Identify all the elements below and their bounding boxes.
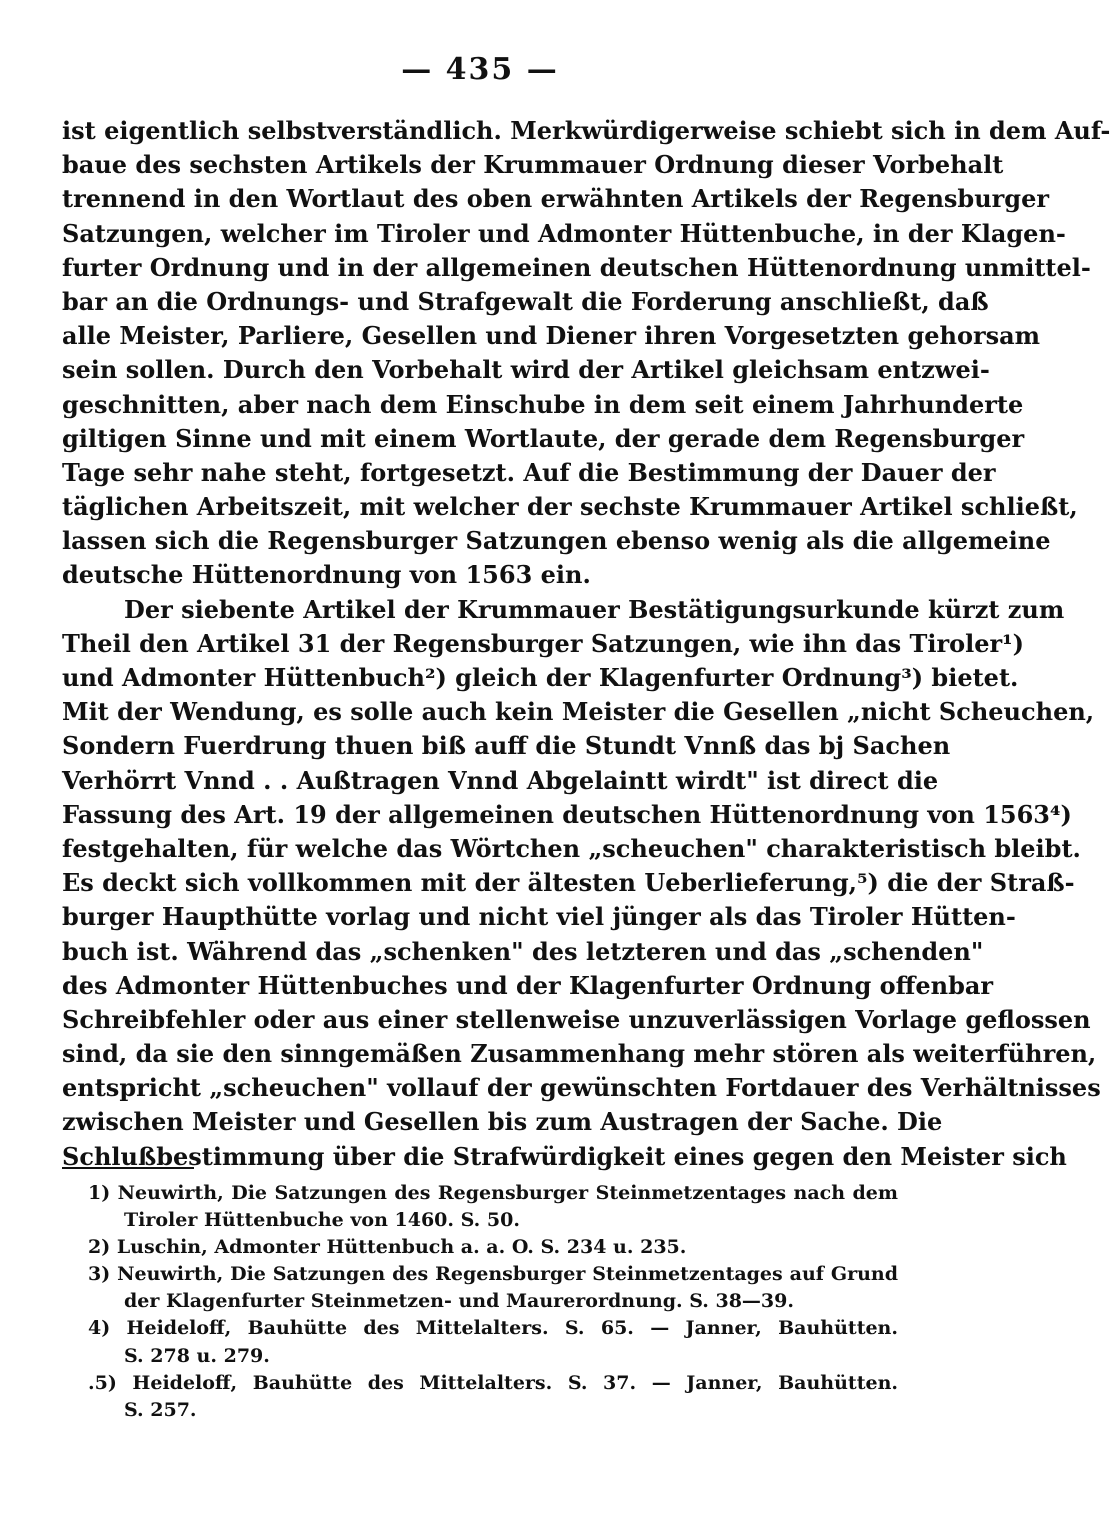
text-line: sind, da sie den sinngemäßen Zusammenhang mehr stören als weiterführen, (62, 1039, 1097, 1069)
footnote-1-continuation: Tiroler Hüttenbuche von 1460. S. 50. (124, 1209, 520, 1232)
text-line: giltigen Sinne und mit einem Wortlaute, der gerade dem Regensburger (62, 423, 1025, 453)
footnote-5-continuation: S. 257. (124, 1398, 197, 1421)
text-line: zwischen Meister und Gesellen bis zum Austragen der Sache. Die (62, 1107, 943, 1137)
text-line: täglichen Arbeitszeit, mit welcher der sechste Krummauer Artikel schließt, (62, 492, 1078, 522)
text-line: des Admonter Hüttenbuches und der Klagenfurter Ordnung offenbar (62, 970, 994, 1000)
body-text (62, 114, 1110, 1174)
text-line: Tage sehr nahe steht, fortgesetzt. Auf die Bestimmung der Dauer der (62, 457, 996, 487)
text-line: sein sollen. Durch den Vorbehalt wird der Artikel gleichsam entzwei- (62, 355, 990, 385)
footnote-4: 4) Heideloff, Bauhütte des Mittelalters. S. 65. — Janner, Bauhütten. (88, 1317, 898, 1340)
paragraph-start-line: Der siebente Artikel der Krummauer Bestätigungsurkunde kürzt zum (124, 594, 1065, 624)
text-line: ist eigentlich selbstverständlich. Merkwürdigerweise schiebt sich in dem Auf- (62, 116, 1110, 145)
footnote-3-continuation: der Klagenfurter Steinmetzen- und Maurerordnung. S. 38—39. (124, 1290, 794, 1313)
text-line: bar an die Ordnungs- und Strafgewalt die Forderung anschließt, daß (62, 286, 989, 316)
text-line: Mit der Wendung, es solle auch kein Meister die Gesellen „nicht Scheuchen, (62, 697, 1095, 727)
footnote-1: 1) Neuwirth, Die Satzungen des Regensburger Steinmetzentages nach dem (88, 1182, 898, 1204)
paragraph-end-line: deutsche Hüttenordnung von 1563 ein. (62, 560, 591, 590)
footnote-divider (62, 1167, 194, 1169)
text-line: festgehalten, für welche das Wörtchen „scheuchen" charakteristisch bleibt. (62, 833, 1081, 863)
text-line: und Admonter Hüttenbuch²) gleich der Klagenfurter Ordnung³) bietet. (62, 663, 1019, 692)
text-line: Schreibfehler oder aus einer stellenweise unzuverlässigen Vorlage geflossen (62, 1004, 1091, 1034)
footnotes (88, 1180, 898, 1424)
text-line: Verhörrt Vnnd . . Außtragen Vnnd Abgelaintt wirdt" ist direct die (62, 765, 939, 795)
text-line: Theil den Artikel 31 der Regensburger Satzungen, wie ihn das Tiroler¹) (62, 628, 1025, 658)
text-line: lassen sich die Regensburger Satzungen ebenso wenig als die allgemeine (62, 526, 1051, 556)
text-line: Sondern Fuerdrung thuen biß auff die Stundt Vnnß das bj Sachen (62, 731, 951, 761)
text-line: baue des sechsten Artikels der Krummauer Ordnung dieser Vorbehalt (62, 150, 1004, 180)
footnote-5: .5) Heideloff, Bauhütte des Mittelalters. S. 37. — Janner, Bauhütten. (88, 1371, 898, 1394)
text-line: alle Meister, Parliere, Gesellen und Diener ihren Vorgesetzten gehorsam (62, 321, 1041, 351)
text-line: burger Haupthütte vorlag und nicht viel jünger als das Tiroler Hütten- (62, 902, 1016, 932)
text-line: geschnitten, aber nach dem Einschube in dem seit einem Jahrhunderte (62, 389, 1024, 419)
text-line: Satzungen, welcher im Tiroler und Admonter Hüttenbuche, in der Klagen- (62, 218, 1066, 248)
text-line: Es deckt sich vollkommen mit der ältesten Ueberlieferung,⁵) die der Straß- (62, 868, 1075, 898)
text-line: buch ist. Während das „schenken" des letzteren und das „schenden" (62, 936, 984, 966)
text-line: furter Ordnung und in der allgemeinen deutschen Hüttenordnung unmittel- (62, 252, 1091, 282)
text-line: entspricht „scheuchen" vollauf der gewünschten Fortdauer des Verhältnisses (62, 1073, 1101, 1103)
text-line: trennend in den Wortlaut des oben erwähnten Artikels der Regensburger (62, 184, 1049, 214)
text-line: Schlußbestimmung über die Strafwürdigkeit eines gegen den Meister sich (62, 1141, 1067, 1171)
page-number: — 435 — (401, 52, 559, 87)
footnote-3: 3) Neuwirth, Die Satzungen des Regensburger Steinmetzentages auf Grund (88, 1263, 898, 1286)
text-line: Fassung des Art. 19 der allgemeinen deutschen Hüttenordnung von 1563⁴) (62, 799, 1072, 829)
footnote-4-continuation: S. 278 u. 279. (124, 1344, 270, 1367)
footnote-2: 2) Luschin, Admonter Hüttenbuch a. a. O. S. 234 u. 235. (88, 1236, 687, 1259)
